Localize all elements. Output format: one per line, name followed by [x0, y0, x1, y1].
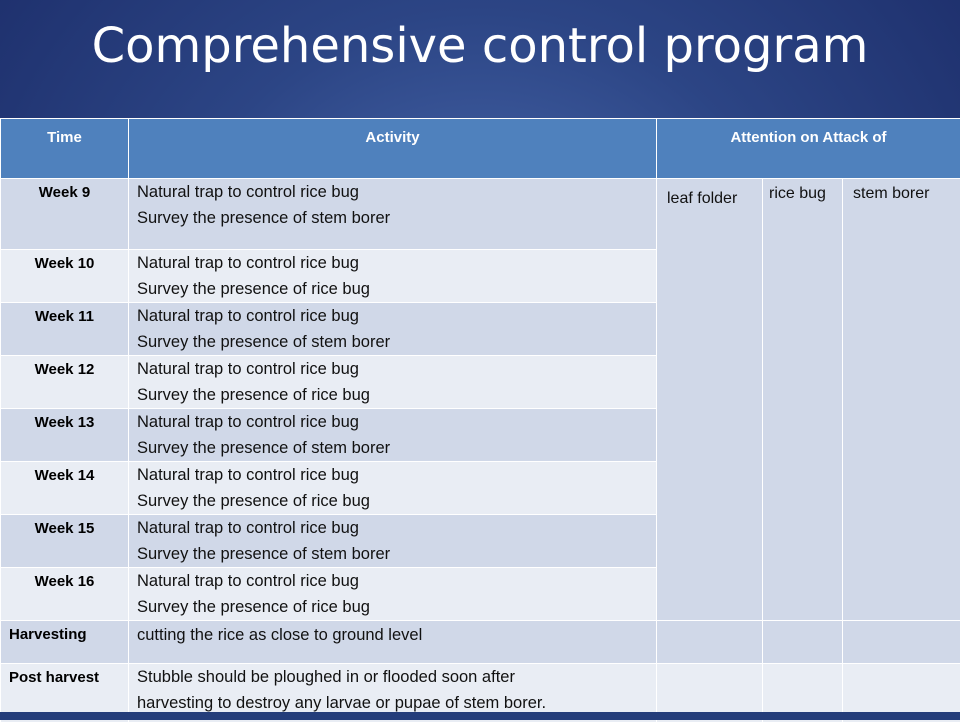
time-cell: Week 16	[1, 568, 129, 621]
empty-cell	[763, 621, 843, 664]
activity-cell: Natural trap to control rice bug Survey the presence of stem borer	[129, 179, 657, 250]
control-program-table	[0, 118, 960, 723]
bottom-bar	[0, 712, 960, 720]
time-cell: Week 15	[1, 515, 129, 568]
time-cell: Week 9	[1, 179, 129, 250]
time-cell: Week 10	[1, 250, 129, 303]
time-cell: Harvesting	[1, 621, 129, 664]
header-attention: Attention on Attack of	[657, 119, 960, 179]
header-time: Time	[1, 119, 129, 179]
time-cell: Week 12	[1, 356, 129, 409]
activity-cell: Natural trap to control rice bug Survey the presence of stem borer	[129, 515, 657, 568]
table-header-row	[1, 119, 960, 179]
header-activity: Activity	[129, 119, 657, 179]
time-cell: Week 14	[1, 462, 129, 515]
pest-leaf-folder: leaf folder	[657, 179, 763, 621]
activity-cell: Natural trap to control rice bug Survey the presence of rice bug	[129, 356, 657, 409]
time-cell: Week 13	[1, 409, 129, 462]
pest-rice-bug: rice bug	[763, 179, 843, 621]
activity-cell: Natural trap to control rice bug Survey the presence of rice bug	[129, 568, 657, 621]
activity-cell: Natural trap to control rice bug Survey the presence of rice bug	[129, 250, 657, 303]
slide-title: Comprehensive control program	[0, 18, 960, 74]
activity-cell: Natural trap to control rice bug Survey the presence of stem borer	[129, 409, 657, 462]
activity-cell: Natural trap to control rice bug Survey the presence of stem borer	[129, 303, 657, 356]
time-cell: Week 11	[1, 303, 129, 356]
table-row-harvesting	[1, 621, 960, 664]
activity-cell: Natural trap to control rice bug Survey the presence of rice bug	[129, 462, 657, 515]
table-row	[1, 179, 960, 250]
pest-stem-borer: stem borer	[843, 179, 960, 621]
activity-cell: cutting the rice as close to ground level	[129, 621, 657, 664]
empty-cell	[657, 621, 763, 664]
activity-cell: Stubble should be ploughed in or flooded soon after harvesting to destroy any larvae or pupae of stem borer.	[129, 664, 657, 723]
empty-cell	[843, 621, 960, 664]
time-cell: Post harvest	[1, 664, 129, 723]
